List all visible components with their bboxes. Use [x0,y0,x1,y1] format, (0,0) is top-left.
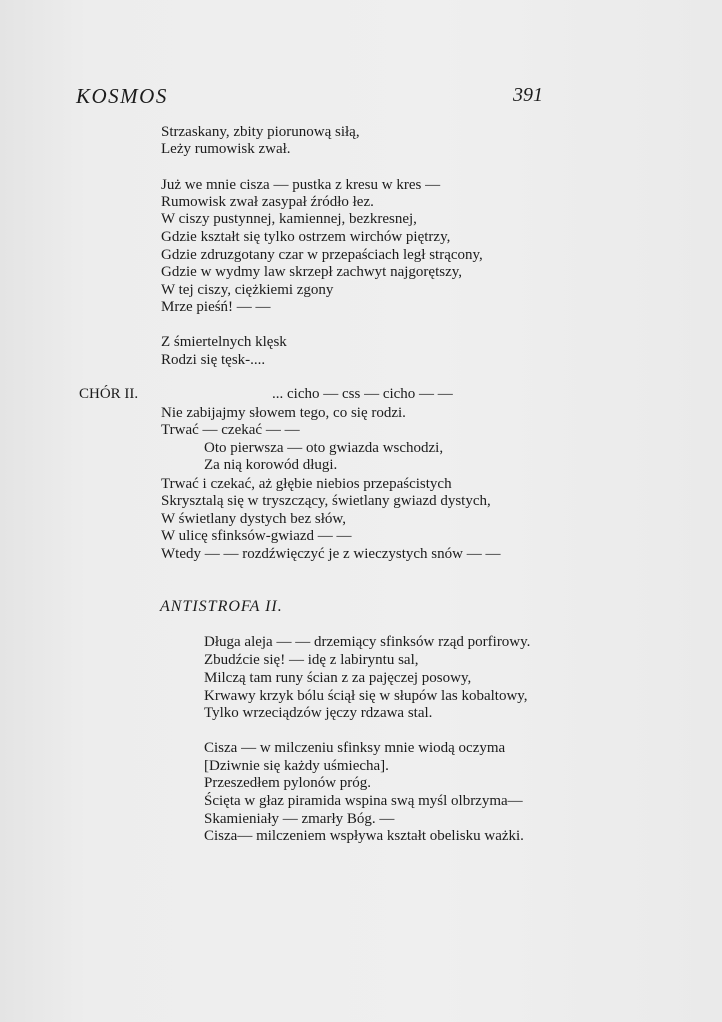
verse-line: W tej ciszy, ciężkiemi zgony [161,282,334,298]
verse-line: Skrysztalą się w tryszczący, świetlany gwiazd dystych, [161,493,491,509]
verse-line: Za nią korowód długi. [204,457,338,473]
verse-line: Przeszedłem pylonów próg. [204,775,372,791]
verse-line: Skamieniały — zmarły Bóg. — [204,811,395,827]
speaker-label: CHÓR II. [79,386,139,402]
verse-line: Zbudźcie się! — idę z labiryntu sal, [204,652,419,668]
verse-line: Krwawy krzyk bólu ściął się w słupów las kobaltowy, [204,688,528,704]
running-header-title: KOSMOS [76,84,168,108]
verse-line: W ciszy pustynnej, kamiennej, bezkresnej, [161,211,417,227]
verse-line: Trwać i czekać, aż głębie niebios przepaścistych [161,476,452,492]
verse-line: Długa aleja — — drzemiący sfinksów rząd porfirowy. [204,634,531,650]
verse-line: W ulicę sfinksów-gwiazd — — [161,528,352,544]
verse-line: Gdzie w wydmy law skrzepł zachwyt najgorętszy, [161,264,463,280]
verse-line: Milczą tam runy ścian z za pajęczej posowy, [204,670,472,686]
verse-line: Mrze pieśń! — — [161,299,271,315]
verse-line: Cisza— milczeniem wspływa kształt obelisku ważki. [204,828,524,844]
verse-line: Wtedy — — rozdźwięczyć je z wieczystych snów — — [161,546,501,562]
verse-line: [Dziwnie się każdy uśmiecha]. [204,758,389,774]
verse-line: W świetlany dystych bez słów, [161,511,346,527]
verse-line: Gdzie kształt się tylko ostrzem wirchów piętrzy, [161,229,451,245]
verse-line: Strzaskany, zbity piorunową siłą, [161,124,360,140]
verse-line: Tylko wrzeciądzów jęczy rdzawa stal. [204,705,433,721]
verse-line: Oto pierwsza — oto gwiazda wschodzi, [204,440,444,456]
verse-line: Nie zabijajmy słowem tego, co się rodzi. [161,405,406,421]
verse-line: Z śmiertelnych klęsk [161,334,287,350]
verse-line: Rodzi się tęsk-.... [161,352,266,368]
verse-line: Leży rumowisk zwał. [161,141,291,157]
verse-line: Ścięta w głaz piramida wspina swą myśl olbrzyma— [204,793,523,809]
verse-line: Cisza — w milczeniu sfinksy mnie wiodą oczyma [204,740,506,756]
section-heading: ANTISTROFA II. [160,598,283,615]
verse-line: Trwać — czekać — — [161,422,300,438]
verse-line: Już we mnie cisza — pustka z kresu w kres — [161,177,441,193]
verse-line: Rumowisk zwał zasypał źródło łez. [161,194,374,210]
verse-line: Gdzie zdruzgotany czar w przepaściach legł strącony, [161,247,483,263]
page-number: 391 [513,84,543,106]
verse-line: ... cicho — css — cicho — — [272,386,453,402]
